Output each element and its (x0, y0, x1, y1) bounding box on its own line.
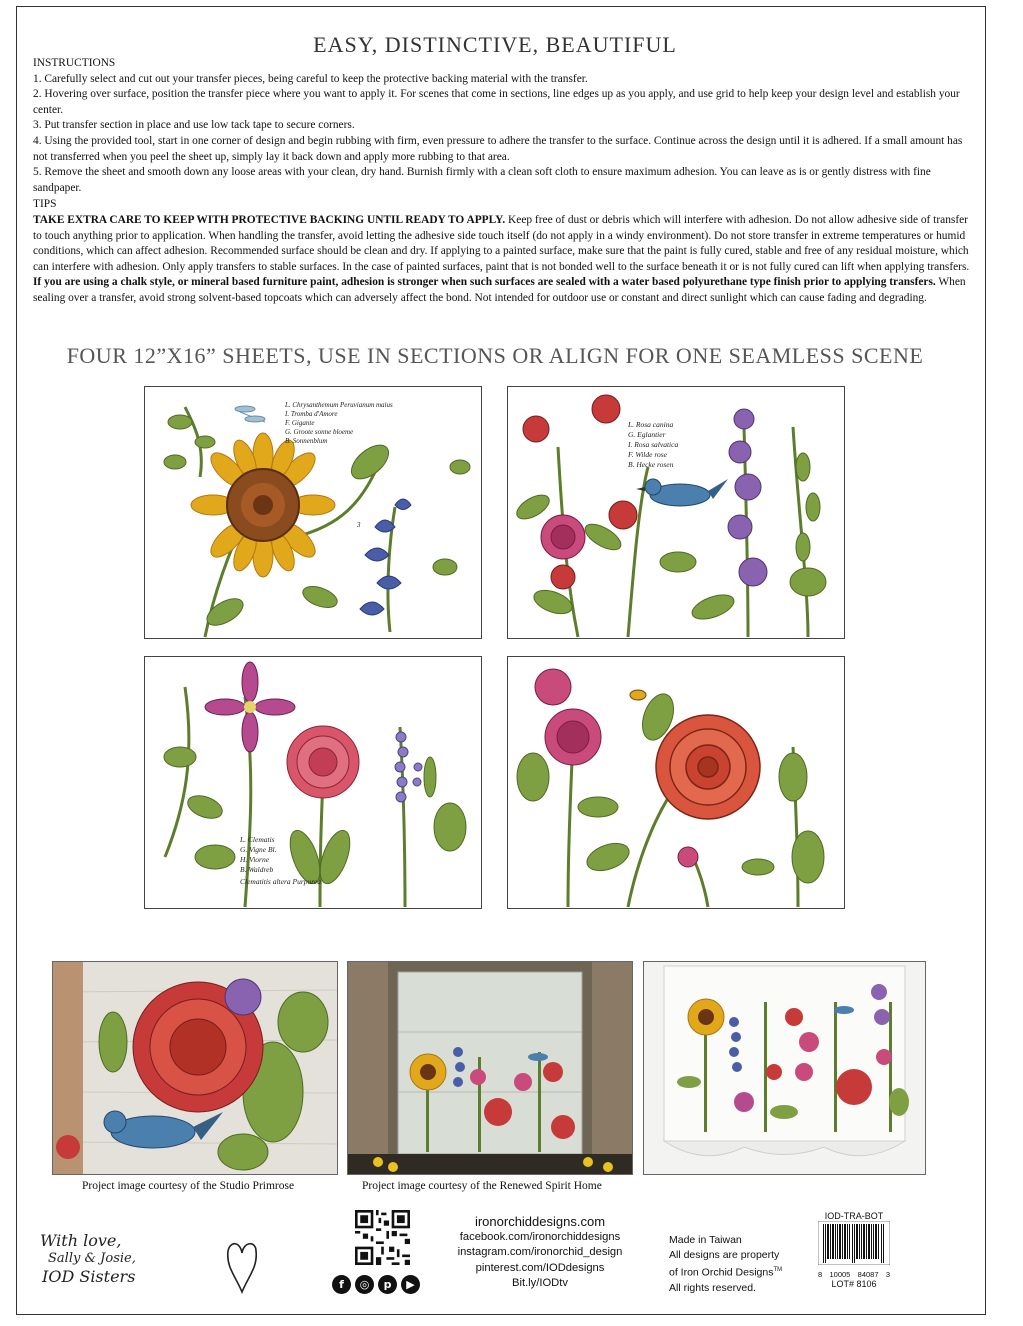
dahlia-clematis-illustration (145, 657, 481, 908)
signature-line: IOD Sisters (42, 1267, 136, 1286)
barcode-digits (818, 1270, 890, 1279)
website-link[interactable]: ironorchiddesigns.com (474, 1214, 606, 1229)
sheet1-label: F. Gigante (285, 419, 315, 427)
heart-doodle-icon (222, 1237, 262, 1295)
tips-heading: TIPS (33, 198, 57, 211)
project-photo-studio-primrose (52, 961, 338, 1175)
instruction-step: 1. Carefully select and cut out your transfer pieces, being careful to keep the protective backing material with the transfer. (33, 72, 588, 85)
lot-number: LOT# 8106 (831, 1279, 877, 1289)
barcode-block (818, 1211, 890, 1289)
photo1-image (53, 962, 337, 1174)
barcode-digit: 10005 (829, 1270, 851, 1279)
sheet1-label: G. Groote sonne bloeme (285, 428, 354, 436)
made-in-line: Made in Taiwan (669, 1234, 742, 1246)
sheet3-label: L. Clematis (240, 835, 275, 844)
youtube-icon[interactable]: ▶ (401, 1275, 420, 1294)
sheet3-label: G. Vigne Bl. (240, 845, 277, 854)
barcode-icon (818, 1221, 890, 1265)
instructions-heading: INSTRUCTIONS (33, 57, 116, 69)
photo-caption-studio-primrose: Project image courtesy of the Studio Primrose (82, 1180, 295, 1192)
tips-bold-mid: If you are using a chalk style, or mineral based furniture paint, adhesion is stronger when such surfaces are sealed with a water based polyurethane type finish prior to applying transfers. (33, 276, 936, 289)
sheet3-label: Clematitis altera Purpurea (240, 877, 321, 886)
instruction-step: 2. Hovering over surface, position the transfer piece where you want to apply it. For scenes that come in sections, line edges up as you apply, and use grid to help keep your design level and establish your center. (33, 88, 960, 116)
instruction-step: 4. Using the provided tool, start in one corner of design and begin rubbing with firm, even pressure to adhere the transfer to the surface. Continue across the design until it is adhered. If a small amount has not transferred when you peel the sheet up, simply lay it back down and apply more rubbing to that area. (33, 134, 963, 163)
barcode-digit: 84087 (857, 1270, 879, 1279)
transfer-sheet-sunflower (144, 386, 482, 639)
sheet2-label: L. Rosa canina (628, 420, 674, 429)
sheet2-label: G. Eglantier (628, 430, 666, 439)
photo-caption-renewed-spirit: Project image courtesy of the Renewed Spirit Home (362, 1180, 602, 1192)
instruction-step: 3. Put transfer section in place and use low tack tape to secure corners. (33, 119, 355, 132)
sheet2-label: F. Wilde rose (628, 450, 667, 459)
pinterest-link[interactable]: pinterest.com/IODdesigns (475, 1261, 605, 1274)
tips-bold-lead: TAKE EXTRA CARE TO KEEP WITH PROTECTIVE BACKING UNTIL READY TO APPLY. (33, 213, 506, 226)
bird-illustration (636, 479, 728, 506)
rose-illustration (508, 657, 844, 908)
tips-text-part1: Keep free of dust or debris which will interfere with adhesion. Do not allow adhesive side of transfer to touch anything prior to application. When handling the transfer, avoid letting the adhesive side touch itself (do not apply in a windy environment). Do not store transfer in extreme temperatures or humid conditions, which can affect adhesion. Recommended surface should be clean and dry. If applying to a painted surface, make sure that the paint is fully cured, stable and free of any residual moisture, which can interfere with adhesion. Only apply transfers to stable surfaces. In the case of painted surfaces, paint that is not bonded well to the surface beneath it or is not fully cured can lift when applying transfers. (33, 213, 970, 273)
sheet1-number: 3 (357, 521, 361, 529)
photo3-image (644, 962, 925, 1174)
roses-bird-illustration (508, 387, 844, 638)
page-title: EASY, DISTINCTIVE, BEAUTIFUL (313, 32, 677, 57)
sheet1-label: L. Chrysanthemum Peruvianum maius (285, 401, 393, 409)
photo2-image (348, 962, 632, 1174)
transfer-sheet-dahlia-clematis (144, 656, 482, 909)
rights-line: All rights reserved. (669, 1281, 756, 1294)
sheet1-label: I. Tromba d'Amore (285, 410, 338, 418)
sheet2-label: B. Hecke rosen (628, 460, 674, 469)
company-line (669, 1263, 782, 1281)
instructions-block (33, 56, 971, 307)
instagram-link[interactable]: instagram.com/ironorchid_design (457, 1246, 623, 1258)
signature-line: With love, (40, 1231, 122, 1250)
tips-text-part2: When sealing over a transfer, avoid strong solvent-based topcoats which can adversely affect the bond. Not intended for outdoor use or constant and direct sunlight which can cause fading and degrading. (33, 276, 966, 304)
pinterest-icon[interactable]: p (378, 1275, 397, 1294)
contact-links (445, 1214, 635, 1292)
barcode-digit: 8 (818, 1270, 823, 1279)
trademark-symbol: TM (773, 1267, 783, 1273)
transfer-sheet-roses-bird (507, 386, 845, 639)
instagram-icon[interactable]: ◎ (355, 1275, 374, 1294)
sheets-heading: FOUR 12”X16” SHEETS, USE IN SECTIONS OR ALIGN FOR ONE SEAMLESS SCENE (66, 343, 924, 368)
qr-code-icon[interactable] (355, 1210, 410, 1265)
sku-label: IOD-TRA-BOT (824, 1211, 884, 1221)
tips-text (33, 213, 971, 307)
company-name: of Iron Orchid Designs (669, 1266, 774, 1279)
facebook-link[interactable]: facebook.com/ironorchiddesigns (459, 1230, 621, 1243)
signature-line: Sally & Josie, (48, 1251, 136, 1266)
project-photo-renewed-spirit (347, 961, 633, 1175)
sheet2-label: I. Rosa salvatica (628, 440, 679, 449)
facebook-icon[interactable]: f (332, 1275, 351, 1294)
transfer-sheet-rose (507, 656, 845, 909)
made-in-info (669, 1233, 782, 1296)
project-photo-dresser (643, 961, 926, 1175)
youtube-tv-link[interactable]: Bit.ly/IODtv (512, 1277, 568, 1289)
sunflower-illustration (145, 387, 481, 638)
social-icons (332, 1275, 420, 1294)
handwritten-signature (40, 1232, 170, 1286)
instruction-step: 5. Remove the sheet and smooth down any loose areas with your clean, dry hand. Burnish firmly with a clean soft cloth to ensure maximum adhesion. You can leave as is or gently distress with fine sandpaper. (33, 166, 931, 194)
sheet3-label: H. Viorne (240, 855, 270, 864)
sheet3-label: B. Waldreb (240, 865, 274, 874)
sheet1-label: B. Sonnenblum (285, 437, 328, 445)
barcode-digit: 3 (885, 1270, 890, 1279)
property-line: All designs are property (669, 1249, 780, 1261)
